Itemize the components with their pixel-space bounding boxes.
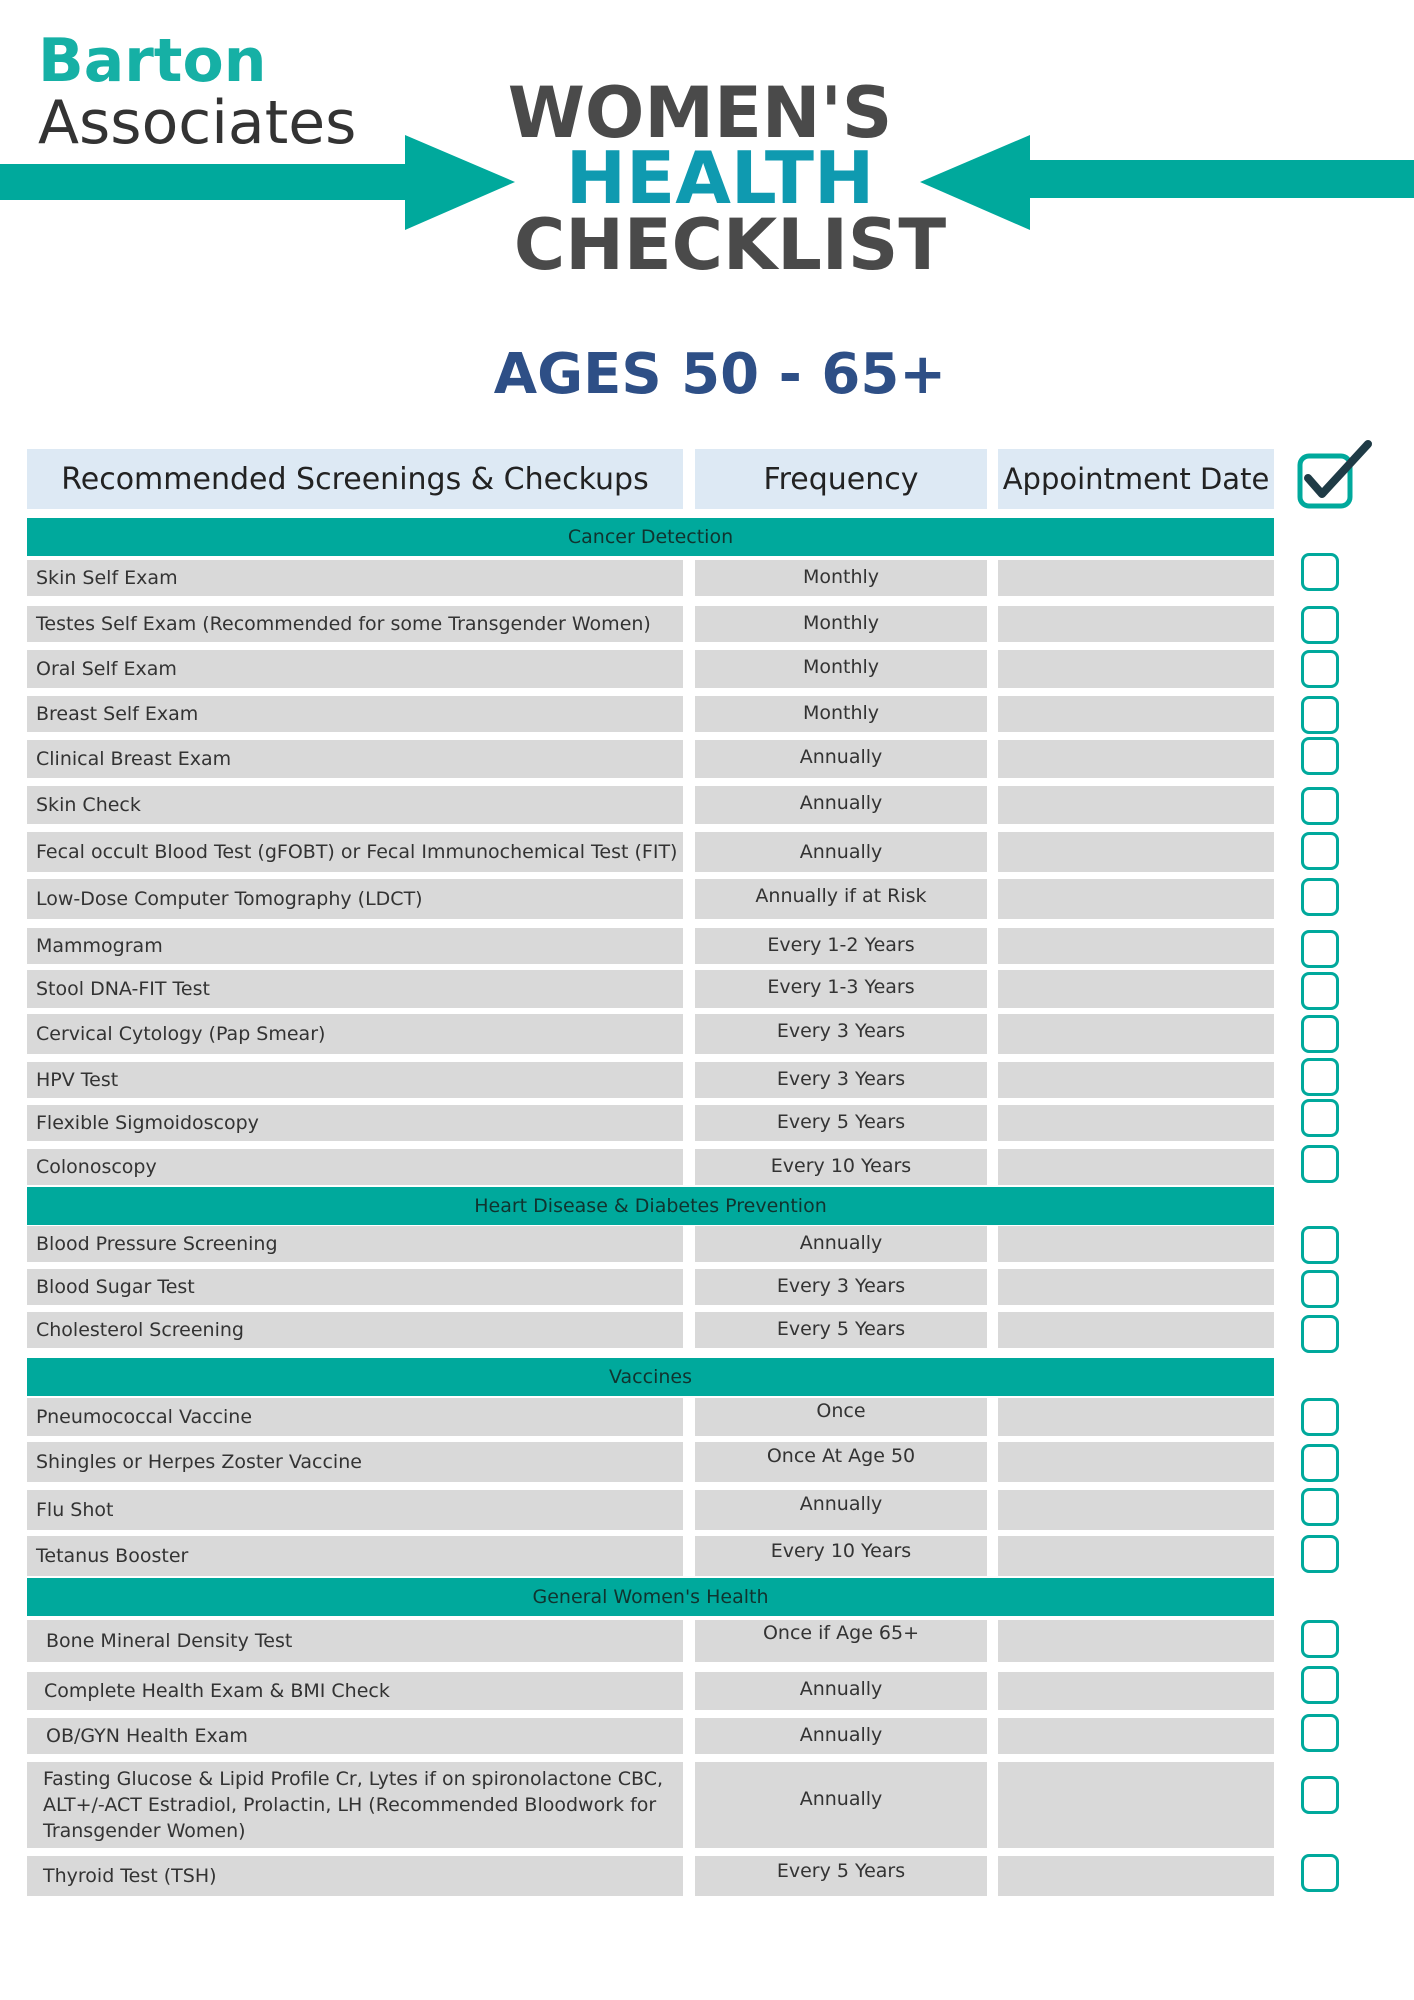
screening-frequency: Every 5 Years xyxy=(695,1856,987,1896)
screening-frequency: Every 5 Years xyxy=(695,1312,987,1348)
checkbox[interactable] xyxy=(1301,787,1339,825)
screening-frequency: Every 1-2 Years xyxy=(695,928,987,964)
screening-name: Shingles or Herpes Zoster Vaccine xyxy=(27,1442,683,1482)
section-cancer-detection: Cancer Detection xyxy=(27,518,1274,556)
screening-frequency: Annually xyxy=(695,1718,987,1754)
screening-frequency: Annually xyxy=(695,1490,987,1530)
screening-name: Colonoscopy xyxy=(27,1149,683,1185)
appointment-date-field[interactable] xyxy=(998,832,1274,872)
title-womens: WOMEN'S xyxy=(507,72,893,154)
header-screenings: Recommended Screenings & Checkups xyxy=(27,449,683,509)
section-general-health: General Women's Health xyxy=(27,1578,1274,1616)
screening-name: OB/GYN Health Exam xyxy=(27,1718,683,1754)
screening-frequency: Once At Age 50 xyxy=(695,1442,987,1482)
appointment-date-field[interactable] xyxy=(998,740,1274,778)
appointment-date-field[interactable] xyxy=(998,1490,1274,1530)
checkbox[interactable] xyxy=(1301,1666,1339,1704)
appointment-date-field[interactable] xyxy=(998,1105,1274,1141)
appointment-date-field[interactable] xyxy=(998,1442,1274,1482)
screening-frequency: Annually xyxy=(695,1762,987,1848)
screening-frequency: Annually xyxy=(695,1672,987,1710)
checkbox[interactable] xyxy=(1301,553,1339,591)
screening-frequency: Every 3 Years xyxy=(695,1269,987,1305)
checkbox[interactable] xyxy=(1301,1398,1339,1436)
checkbox[interactable] xyxy=(1301,1444,1339,1482)
title-health: HEALTH xyxy=(565,136,875,220)
header-frequency: Frequency xyxy=(695,449,987,509)
appointment-date-field[interactable] xyxy=(998,1226,1274,1262)
screening-frequency: Monthly xyxy=(695,606,987,642)
appointment-date-field[interactable] xyxy=(998,1718,1274,1754)
screening-frequency: Every 5 Years xyxy=(695,1105,987,1141)
screening-name: Tetanus Booster xyxy=(27,1536,683,1576)
title-checklist: CHECKLIST xyxy=(513,204,947,286)
screening-name: Testes Self Exam (Recommended for some Transgender Women) xyxy=(27,606,683,642)
appointment-date-field[interactable] xyxy=(998,1856,1274,1896)
screening-name: Oral Self Exam xyxy=(27,650,683,688)
screening-name: Breast Self Exam xyxy=(27,696,683,732)
screening-name: HPV Test xyxy=(27,1062,683,1098)
screening-name: Blood Pressure Screening xyxy=(27,1226,683,1262)
screening-name: Complete Health Exam & BMI Check xyxy=(27,1672,683,1710)
screening-name: Flu Shot xyxy=(27,1490,683,1530)
checkbox[interactable] xyxy=(1301,1058,1339,1096)
screening-frequency: Annually xyxy=(695,740,987,778)
header-appointment-date: Appointment Date xyxy=(998,449,1274,509)
appointment-date-field[interactable] xyxy=(998,606,1274,642)
checkbox[interactable] xyxy=(1301,1620,1339,1658)
screening-frequency: Annually if at Risk xyxy=(695,879,987,919)
screening-name: Pneumococcal Vaccine xyxy=(27,1398,683,1436)
screening-name: Blood Sugar Test xyxy=(27,1269,683,1305)
checkbox[interactable] xyxy=(1301,696,1339,734)
ages-subtitle: AGES 50 - 65+ xyxy=(493,342,947,407)
checkbox[interactable] xyxy=(1301,1315,1339,1353)
appointment-date-field[interactable] xyxy=(998,786,1274,824)
screening-name: Stool DNA-FIT Test xyxy=(27,970,683,1008)
checkbox[interactable] xyxy=(1301,606,1339,644)
screening-frequency: Once xyxy=(695,1398,987,1436)
screening-name: Bone Mineral Density Test xyxy=(27,1620,683,1662)
screening-frequency: Every 3 Years xyxy=(695,1014,987,1054)
appointment-date-field[interactable] xyxy=(998,1672,1274,1710)
screening-frequency: Every 3 Years xyxy=(695,1062,987,1098)
screening-name: Cholesterol Screening xyxy=(27,1312,683,1348)
appointment-date-field[interactable] xyxy=(998,1312,1274,1348)
checkmark-box-icon xyxy=(1296,438,1374,510)
checkbox[interactable] xyxy=(1301,1145,1339,1183)
appointment-date-field[interactable] xyxy=(998,1149,1274,1185)
screening-frequency: Every 10 Years xyxy=(695,1536,987,1576)
screening-name: Skin Check xyxy=(27,786,683,824)
screening-frequency: Monthly xyxy=(695,650,987,688)
checkbox[interactable] xyxy=(1301,972,1339,1010)
appointment-date-field[interactable] xyxy=(998,696,1274,732)
screening-name: Flexible Sigmoidoscopy xyxy=(27,1105,683,1141)
appointment-date-field[interactable] xyxy=(998,560,1274,596)
appointment-date-field[interactable] xyxy=(998,1398,1274,1436)
screening-frequency: Every 1-3 Years xyxy=(695,970,987,1008)
appointment-date-field[interactable] xyxy=(998,879,1274,919)
logo-associates: Associates xyxy=(38,88,357,158)
left-arrow-icon xyxy=(0,130,520,235)
checkbox[interactable] xyxy=(1301,1776,1339,1814)
checkbox[interactable] xyxy=(1301,878,1339,916)
screening-name: Clinical Breast Exam xyxy=(27,740,683,778)
checkbox[interactable] xyxy=(1301,832,1339,870)
checkbox[interactable] xyxy=(1301,1714,1339,1752)
checkbox[interactable] xyxy=(1301,1099,1339,1137)
screening-frequency: Annually xyxy=(695,832,987,872)
screening-frequency: Every 10 Years xyxy=(695,1149,987,1185)
appointment-date-field[interactable] xyxy=(998,1014,1274,1054)
appointment-date-field[interactable] xyxy=(998,1620,1274,1662)
screening-frequency: Annually xyxy=(695,786,987,824)
appointment-date-field[interactable] xyxy=(998,1536,1274,1576)
appointment-date-field[interactable] xyxy=(998,1762,1274,1848)
appointment-date-field[interactable] xyxy=(998,928,1274,964)
screening-name: Low-Dose Computer Tomography (LDCT) xyxy=(27,879,683,919)
checkbox[interactable] xyxy=(1301,1270,1339,1308)
checkbox[interactable] xyxy=(1301,930,1339,968)
screening-name: Cervical Cytology (Pap Smear) xyxy=(27,1014,683,1054)
screening-frequency: Annually xyxy=(695,1226,987,1262)
appointment-date-field[interactable] xyxy=(998,650,1274,688)
appointment-date-field[interactable] xyxy=(998,1062,1274,1098)
right-arrow-icon xyxy=(920,130,1414,235)
section-heart-disease: Heart Disease & Diabetes Prevention xyxy=(27,1187,1274,1225)
screening-name: Mammogram xyxy=(27,928,683,964)
checkbox[interactable] xyxy=(1301,1535,1339,1573)
screening-name: Thyroid Test (TSH) xyxy=(27,1856,683,1896)
checkbox[interactable] xyxy=(1301,1488,1339,1526)
screening-frequency: Monthly xyxy=(695,560,987,596)
logo-barton: Barton xyxy=(38,26,267,96)
appointment-date-field[interactable] xyxy=(998,1269,1274,1305)
screening-name: Skin Self Exam xyxy=(27,560,683,596)
checkbox[interactable] xyxy=(1301,1015,1339,1053)
checkbox[interactable] xyxy=(1301,1226,1339,1264)
appointment-date-field[interactable] xyxy=(998,970,1274,1008)
checkbox[interactable] xyxy=(1301,1854,1339,1892)
checkbox[interactable] xyxy=(1301,650,1339,688)
section-vaccines: Vaccines xyxy=(27,1358,1274,1396)
screening-frequency: Monthly xyxy=(695,696,987,732)
screening-frequency: Once if Age 65+ xyxy=(695,1620,987,1662)
screening-name: Fasting Glucose & Lipid Profile Cr, Lytes if on spironolactone CBC, ALT+/-ACT Estradiol, Prolactin, LH (Recommended Bloodwork for Transgender Women) xyxy=(27,1762,683,1848)
checkbox[interactable] xyxy=(1301,737,1339,775)
screening-name: Fecal occult Blood Test (gFOBT) or Fecal Immunochemical Test (FIT) xyxy=(27,832,683,872)
